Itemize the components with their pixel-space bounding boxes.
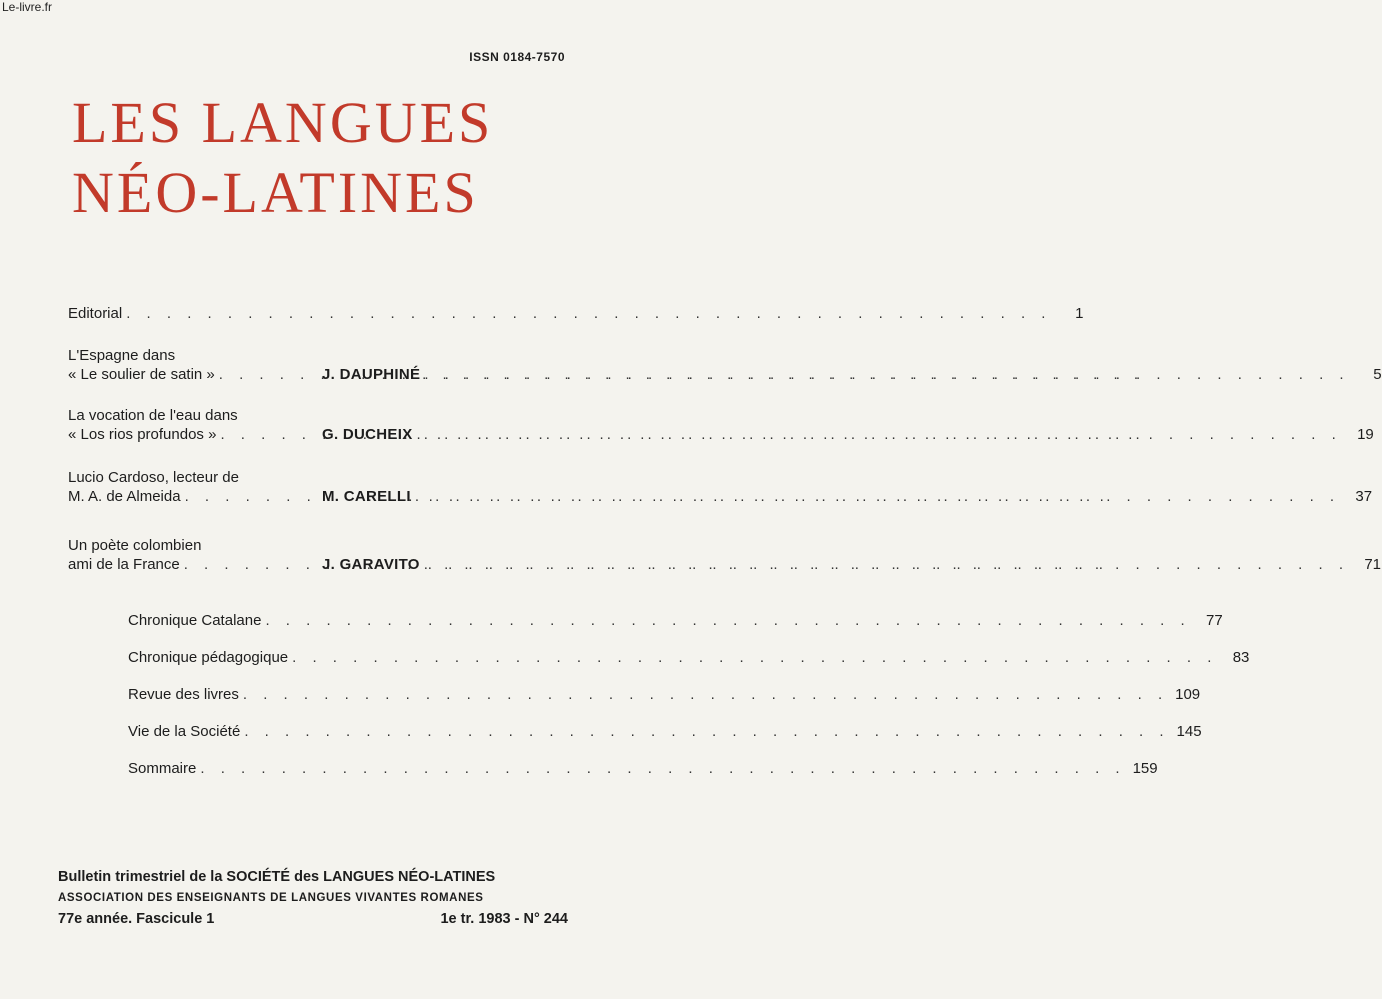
leader-dots <box>415 487 1340 506</box>
toc-entry <box>68 536 1382 574</box>
section-label: Chronique Catalane <box>128 612 262 629</box>
toc-entry-author: J. DAUPHINÉ <box>322 366 421 383</box>
leader-dots <box>265 611 1190 630</box>
footer-issue: 1e tr. 1983 - N° 244 <box>440 911 568 927</box>
section-page: 83 <box>1232 649 1250 666</box>
section-label: Vie de la Société <box>128 723 241 740</box>
toc-entry-author: G. DUCHEIX <box>322 426 413 443</box>
publication-footer <box>58 866 568 930</box>
toc-entry-title: Editorial <box>68 305 123 322</box>
section-entry <box>128 722 1202 741</box>
leader-dots <box>126 304 1051 323</box>
toc-entry-page: 37 <box>1355 488 1373 505</box>
toc-entry-author: J. GARAVITO <box>322 556 420 573</box>
section-label: Revue des livres <box>128 686 239 703</box>
toc-entry-title: « Los rios profundos » <box>68 426 217 443</box>
leader-dots <box>424 555 1349 574</box>
section-label: Sommaire <box>128 760 197 777</box>
toc-entry-page: 5 <box>1373 366 1382 383</box>
section-page: 159 <box>1132 760 1158 777</box>
section-entry <box>128 685 1201 704</box>
toc-entry-title: Lucio Cardoso, lecteur de <box>68 469 239 486</box>
section-entry <box>128 759 1158 778</box>
toc-entry-title: Un poète colombien <box>68 537 202 554</box>
toc-entry-author: M. CARELLI <box>322 488 411 505</box>
toc-entry-page: 19 <box>1357 426 1374 443</box>
toc-entry-page: 71 <box>1364 556 1382 573</box>
toc-entry-title: L'Espagne dans <box>68 347 176 364</box>
section-list <box>128 611 1250 796</box>
section-entry <box>128 648 1250 667</box>
issn: ISSN 0184-7570 <box>469 50 565 64</box>
footer-association: ASSOCIATION DES ENSEIGNANTS DE LANGUES VIVANTES ROMANES <box>58 892 484 904</box>
leader-dots <box>292 648 1217 667</box>
footer-issue-info <box>58 908 568 930</box>
footer-year: 77e année. Fascicule 1 <box>58 911 215 927</box>
watermark: Le-livre.fr <box>2 0 53 14</box>
toc-entry-page: 1 <box>1075 305 1084 322</box>
toc-entry <box>68 304 1084 323</box>
section-label: Chronique pédagogique <box>128 649 289 666</box>
footer-bulletin: Bulletin trimestriel de la SOCIÉTÉ des LANGUES NÉO-LATINES <box>58 869 496 885</box>
section-page: 109 <box>1175 686 1201 703</box>
section-page: 145 <box>1176 723 1202 740</box>
title-line-2: NÉO-LATINES <box>72 160 479 225</box>
leader-dots <box>417 425 1342 444</box>
leader-dots <box>200 759 1125 778</box>
leader-dots <box>424 365 1349 384</box>
leader-dots <box>244 722 1169 741</box>
journal-title <box>72 88 572 228</box>
leader-dots <box>243 685 1168 704</box>
toc-entry-title: « Le soulier de satin » <box>68 366 215 383</box>
toc-entry-title: ami de la France <box>68 556 180 573</box>
toc-entry <box>68 406 1374 444</box>
toc-entry <box>68 468 1373 506</box>
toc-entry-title: La vocation de l'eau dans <box>68 407 238 424</box>
section-entry <box>128 611 1223 630</box>
title-line-1: LES LANGUES <box>72 90 494 155</box>
toc-entry-title: M. A. de Almeida <box>68 488 181 505</box>
toc-entry <box>68 346 1382 384</box>
section-page: 77 <box>1206 612 1223 629</box>
